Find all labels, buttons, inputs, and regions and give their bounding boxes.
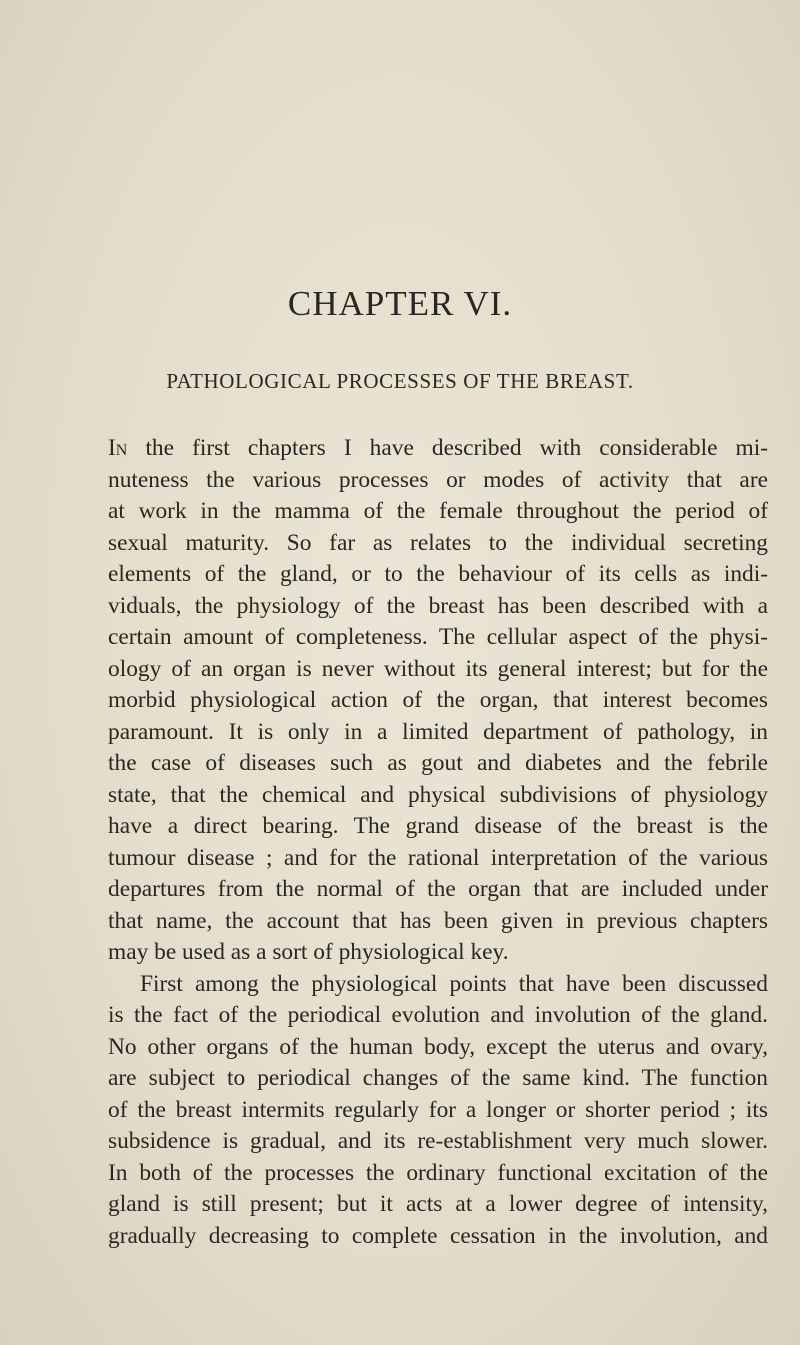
text-line: tumour disease ; and for the rational interpretation of the various <box>108 844 768 871</box>
text-line: have a direct bearing. The grand disease of the breast is the <box>108 813 768 839</box>
text-line: certain amount of completeness. The cellular aspect of the physi- <box>108 624 768 650</box>
text-line: gland is still present; but it acts at a lower degree of intensity, <box>108 1191 768 1217</box>
text-line: that name, the account that has been given in previous chapters <box>108 907 768 934</box>
text-line <box>108 433 768 465</box>
text-line: morbid physiological action of the organ, that interest becomes <box>108 687 768 713</box>
text-line: the case of diseases such as gout and diabetes and the febrile <box>108 750 768 776</box>
text-line: No other organs of the human body, except the uterus and ovary, <box>108 1033 768 1060</box>
text-line: may be used as a sort of physiological key. <box>108 939 509 965</box>
text-line: state, that the chemical and physical subdivisions of physiology <box>108 781 768 808</box>
text-line: ology of an organ is never without its general interest; but for the <box>108 655 768 682</box>
text-line: In both of the processes the ordinary functional excitation of the <box>108 1159 768 1186</box>
section-heading: PATHOLOGICAL PROCESSES OF THE BREAST. <box>166 369 634 393</box>
chapter-heading: CHAPTER VI. <box>287 284 513 323</box>
text-line: elements of the gland, or to the behaviour of its cells as indi- <box>108 561 768 587</box>
opening-word: In <box>108 435 128 461</box>
text-line: First among the physiological points that have been discussed <box>140 970 768 997</box>
text-line: sexual maturity. So far as relates to the individual secreting <box>108 529 768 556</box>
text-line: viduals, the physiology of the breast has been described with a <box>108 592 768 619</box>
text-line-content: the first chapters I have described with considerable mi- <box>145 435 768 461</box>
text-line: are subject to periodical changes of the same kind. The function <box>108 1065 768 1091</box>
text-line: nuteness the various processes or modes of activity that are <box>108 466 768 493</box>
text-line: at work in the mamma of the female throughout the period of <box>108 498 768 524</box>
text-line: subsidence is gradual, and its re-establishment very much slower. <box>108 1128 768 1154</box>
text-line: departures from the normal of the organ that are included under <box>108 876 768 902</box>
body-text <box>108 433 768 1252</box>
text-line: gradually decreasing to complete cessation in the involution, and <box>108 1222 768 1249</box>
text-line: paramount. It is only in a limited department of pathology, in <box>108 718 768 745</box>
text-line: of the breast intermits regularly for a longer or shorter period ; its <box>108 1096 768 1123</box>
text-line: is the fact of the periodical evolution and involution of the gland. <box>108 1002 768 1028</box>
